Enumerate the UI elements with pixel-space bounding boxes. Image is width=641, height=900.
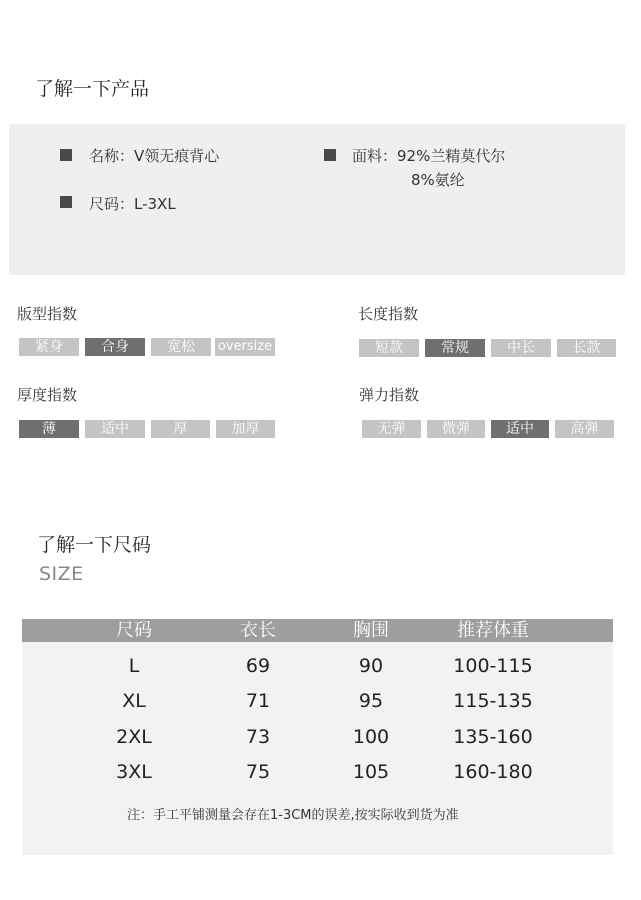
table-cell: 100 (352, 726, 390, 748)
table-cell: 100-115 (453, 655, 533, 677)
table-cell: 90 (358, 655, 384, 677)
thickness-index-title: 厚度指数 (17, 386, 78, 404)
length-option: 常规 (425, 339, 485, 357)
table-header-cell: 衣长 (240, 620, 276, 641)
fit-index-title: 版型指数 (17, 305, 78, 323)
bullet-square-icon (324, 149, 336, 161)
product-size-range: 尺码：L-3XL (89, 195, 176, 213)
fit-option: oversize (215, 338, 275, 356)
product-fabric-line2: 8%氨纶 (411, 171, 465, 189)
thickness-option: 适中 (85, 420, 145, 438)
table-cell: XL (122, 690, 146, 712)
table-cell: L (128, 655, 140, 677)
table-cell: 3XL (116, 761, 152, 783)
size-section-subtitle: SIZE (39, 563, 84, 585)
fit-option: 宽松 (151, 338, 211, 356)
length-option: 中长 (491, 339, 551, 357)
length-option: 长款 (557, 339, 616, 357)
length-option: 短款 (359, 339, 419, 357)
table-cell: 135-160 (453, 726, 533, 748)
fit-option: 紧身 (19, 338, 79, 356)
elasticity-index-title: 弹力指数 (359, 386, 420, 404)
table-cell: 160-180 (453, 761, 533, 783)
elasticity-option: 适中 (491, 420, 549, 438)
table-header-cell: 尺码 (116, 620, 152, 641)
size-section-title: 了解一下尺码 (37, 534, 152, 556)
product-name: 名称：V领无痕背心 (89, 147, 220, 165)
fit-option: 合身 (85, 338, 145, 356)
table-cell: 105 (352, 761, 390, 783)
product-fabric: 面料：92%兰精莫代尔 (352, 147, 506, 165)
table-cell: 115-135 (453, 690, 533, 712)
product-section-title: 了解一下产品 (35, 78, 150, 100)
table-header-cell: 胸围 (353, 620, 389, 641)
thickness-option: 加厚 (216, 420, 275, 438)
table-cell: 75 (245, 761, 271, 783)
length-index-title: 长度指数 (358, 305, 419, 323)
elasticity-option: 无弹 (362, 420, 421, 438)
bullet-square-icon (60, 149, 72, 161)
thickness-option: 厚 (151, 420, 210, 438)
table-cell: 73 (245, 726, 271, 748)
table-cell: 71 (245, 690, 271, 712)
elasticity-option: 高弹 (555, 420, 614, 438)
table-header-cell: 推荐体重 (457, 620, 529, 641)
elasticity-option: 微弹 (427, 420, 485, 438)
thickness-option: 薄 (19, 420, 79, 438)
measurement-note: 注：手工平铺测量会存在1-3CM的误差,按实际收到货为准 (127, 808, 459, 823)
bullet-square-icon (60, 196, 72, 208)
table-cell: 2XL (116, 726, 152, 748)
table-cell: 69 (245, 655, 271, 677)
table-cell: 95 (358, 690, 384, 712)
